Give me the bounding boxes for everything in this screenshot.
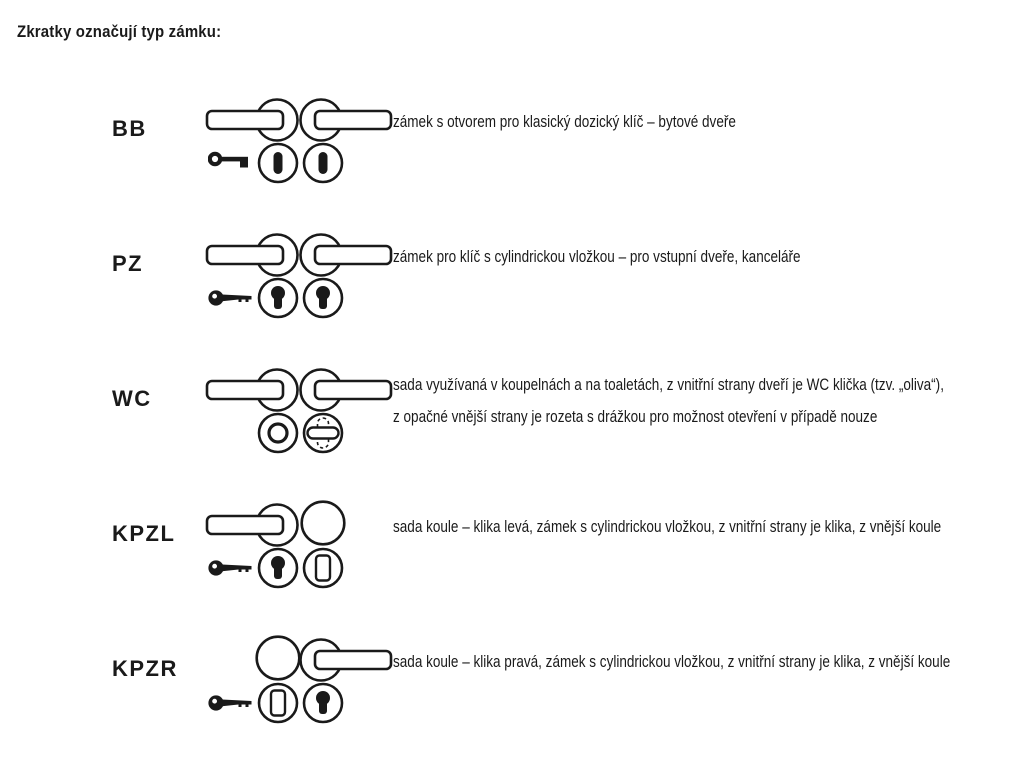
page-title: Zkratky označují typ zámku: [17,22,222,41]
ball-knob-icon [302,502,345,545]
description-line: sada koule – klika levá, zámek s cylindrickou vložkou, z vnitřní strany je klika, z vnější koule [393,518,942,536]
wc-lockset-icon [200,362,396,456]
lever-handle-left-icon [207,505,298,546]
lever-handle-left-icon [207,370,298,411]
lock-description [393,369,1011,433]
blind-rosette-icon [304,549,342,587]
row-kpzl [0,497,1011,632]
lever-handle-right-icon [301,235,392,276]
row-pz [0,227,1011,362]
lock-code-label: PZ [112,251,144,276]
description-line: sada využívaná v koupelnách a na toaletách, z vnitřní strany dveří je WC klička (tzv. „oliva“), [393,376,944,394]
cylinder-key-icon [208,695,251,710]
wc-oliva-turn-knob-icon [304,414,342,452]
lock-code-label: KPZR [112,656,178,681]
description-line: zámek pro klíč s cylindrickou vložkou – pro vstupní dveře, kanceláře [393,248,801,266]
lever-handle-right-icon [301,100,392,141]
description-line: zámek s otvorem pro klasický dozický klíč – bytové dveře [393,113,736,131]
lock-description [393,516,1011,538]
row-bb [0,92,1011,227]
pz-keyhole-rosette-icon [304,684,342,722]
row-wc [0,362,1011,497]
pz-lockset-icon [200,227,396,321]
lever-handle-right-icon [301,370,392,411]
description-line: z opačné vnější strany je rozeta s drážkou pro možnost otevření v případě nouze [393,408,878,426]
lever-handle-right-icon [301,640,392,681]
lock-description [393,246,1011,268]
row-kpzr [0,632,1011,767]
groove-rosette-icon [259,414,297,452]
lock-code-label: WC [112,386,152,411]
kpzr-lockset-icon [200,632,396,726]
classic-bit-key-icon [210,154,248,168]
blind-rosette-icon [259,684,297,722]
kpzl-lockset-icon [200,497,396,591]
pz-keyhole-rosette-icon [259,549,297,587]
cylinder-key-icon [208,560,251,575]
lever-handle-left-icon [207,235,298,276]
bb-keyhole-rosette-icon [259,144,297,182]
bb-lockset-icon [200,92,396,186]
cylinder-key-icon [208,290,251,305]
lever-handle-left-icon [207,100,298,141]
lock-code-label: BB [112,116,147,141]
lock-code-label: KPZL [112,521,176,546]
ball-knob-icon [257,637,300,680]
lock-description [393,651,1011,673]
description-line: sada koule – klika pravá, zámek s cylindrickou vložkou, z vnitřní strany je klika, z vnější koule [393,653,951,671]
lock-description [393,111,1011,133]
pz-keyhole-rosette-icon [259,279,297,317]
bb-keyhole-rosette-icon [304,144,342,182]
pz-keyhole-rosette-icon [304,279,342,317]
